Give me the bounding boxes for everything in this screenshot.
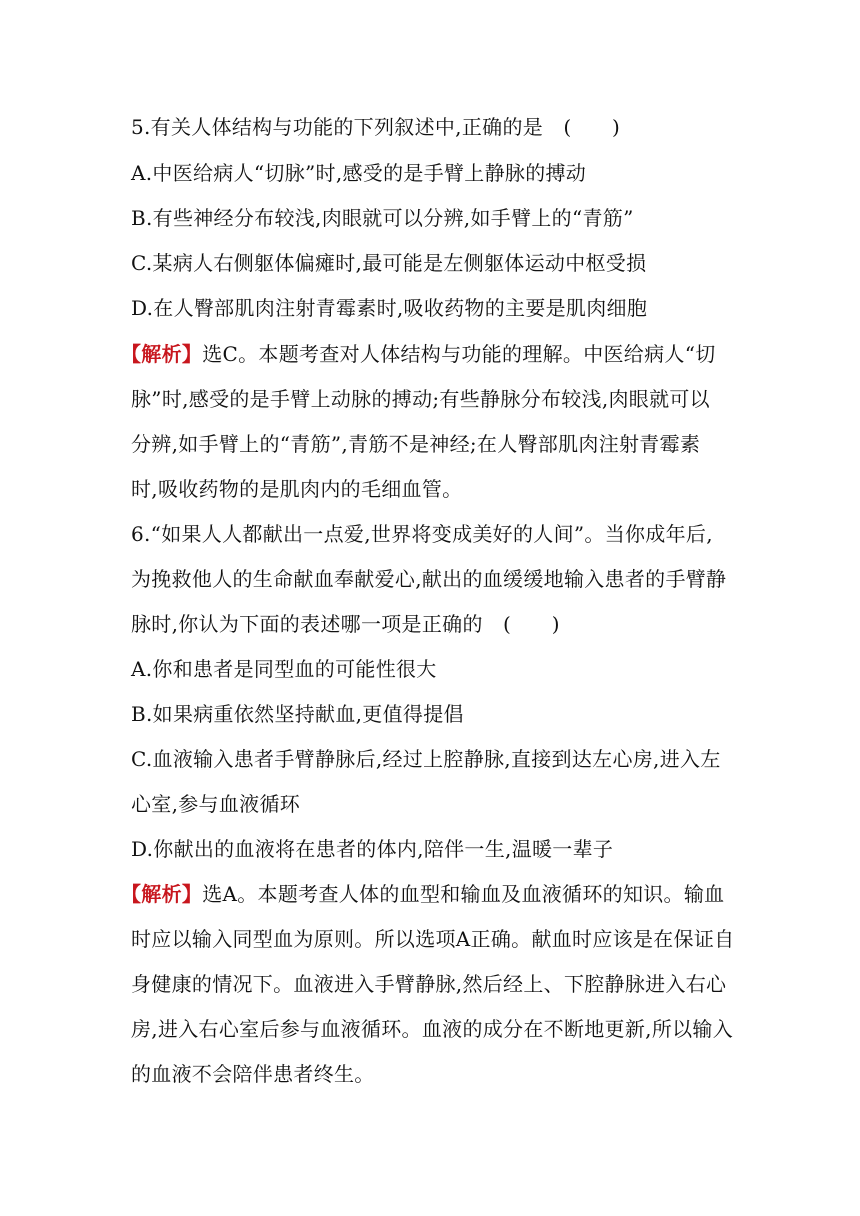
q5-analysis-line-2: 脉”时,感受的是手臂上动脉的搏动;有些静脉分布较浅,肉眼就可以 [131,387,710,411]
q6-stem-line-2: 为挽救他人的生命献血奉献爱心,献出的血缓缓地输入患者的手臂静 [131,567,727,591]
q5-option-d: D.在人臀部肌肉注射青霉素时,吸收药物的主要是肌肉细胞 [131,296,648,320]
q6-analysis-line-4: 房,进入右心室后参与血液循环。血液的成分在不断地更新,所以输入 [131,1017,734,1041]
q5-stem: 5.有关人体结构与功能的下列叙述中,正确的是 ( ) [131,115,621,139]
q5-analysis-tag: 【解析】 [121,342,203,366]
q6-option-a: A.你和患者是同型血的可能性很大 [131,657,437,681]
q6-analysis-line-3: 身健康的情况下。血液进入手臂静脉,然后经上、下腔静脉进入右心 [131,972,727,996]
q5-option-a: A.中医给病人“切脉”时,感受的是手臂上静脉的搏动 [131,161,587,185]
q6-option-c-line-1: C.血液输入患者手臂静脉后,经过上腔静脉,直接到达左心房,进入左 [131,747,721,771]
q6-analysis-line-5: 的血液不会陪伴患者终生。 [131,1062,375,1086]
q6-analysis-text-1: 选A。本题考查人体的血型和输血及血液循环的知识。输血 [202,882,725,906]
q6-option-c-line-2: 心室,参与血液循环 [131,792,301,816]
q6-option-b: B.如果病重依然坚持献血,更值得提倡 [131,702,464,726]
q6-stem-line-3: 脉时,你认为下面的表述哪一项是正确的 ( ) [131,612,560,636]
q6-option-d: D.你献出的血液将在患者的体内,陪伴一生,温暖一辈子 [131,837,614,861]
q6-analysis-tag: 【解析】 [121,882,203,906]
q5-analysis-text-1: 选C。本题考查对人体结构与功能的理解。中医给病人“切 [202,342,716,366]
q6-analysis-line-1 [121,879,725,909]
q5-option-c: C.某病人右侧躯体偏瘫时,最可能是左侧躯体运动中枢受损 [131,251,647,275]
q5-analysis-line-3: 分辨,如手臂上的“青筋”,青筋不是神经;在人臀部肌肉注射青霉素 [131,432,701,456]
q6-analysis-line-2: 时应以输入同型血为原则。所以选项A正确。献血时应该是在保证自 [131,927,735,951]
q5-analysis-line-4: 时,吸收药物的是肌肉内的毛细血管。 [131,477,463,501]
q5-option-b: B.有些神经分布较浅,肉眼就可以分辨,如手臂上的“青筋” [131,206,634,230]
q6-stem-line-1: 6.“如果人人都献出一点爱,世界将变成美好的人间”。当你成年后, [131,522,713,546]
q5-analysis-line-1 [121,339,721,369]
